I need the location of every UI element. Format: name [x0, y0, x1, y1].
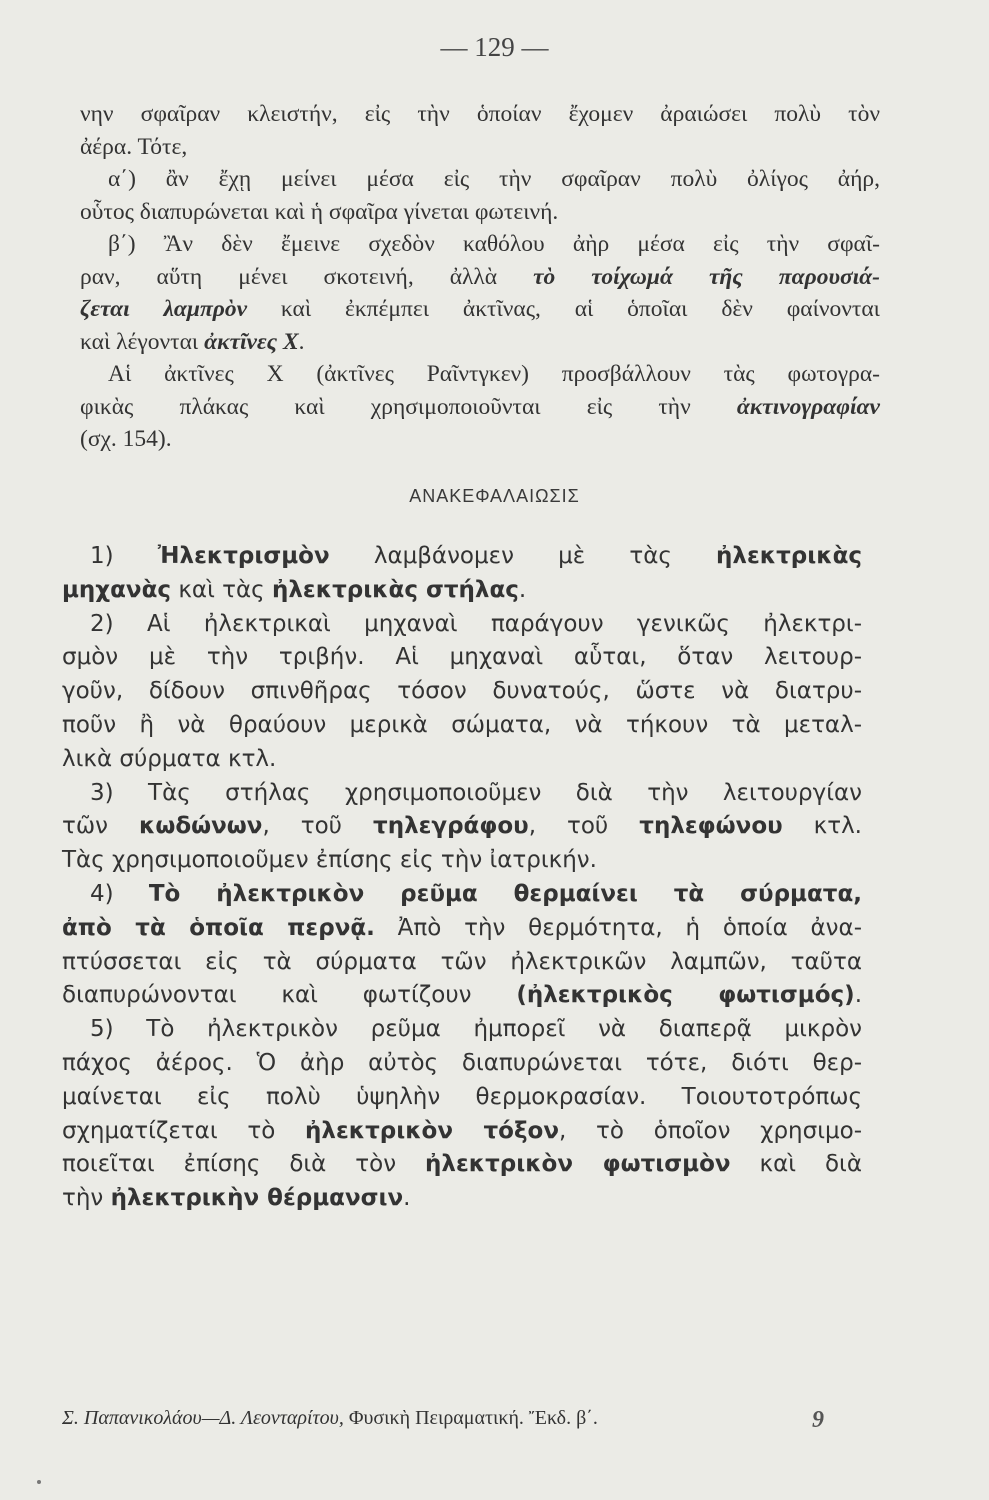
footer-title: Φυσικὴ Πειραματική. Ἔκδ. β΄. [343, 1407, 598, 1429]
text-fragment: 1) [90, 543, 158, 569]
text-fragment: κτλ. [782, 813, 862, 840]
summary-line: Τὰς χρησιμοποιοῦμεν ἐπίσης εἰς τὴν ἰατρικήν. [62, 847, 597, 874]
summary-line: 5) Τὸ ἠλεκτρικὸν ρεῦμα ἠμπορεῖ νὰ διαπερᾷ μικρὸν [90, 1016, 862, 1043]
text-fragment: ραν, αὕτη μένει σκοτεινή, ἀλλὰ [80, 263, 534, 290]
summary-line: γοῦν, δίδουν σπινθῆρας τόσον δυνατούς, ὥστε νὰ διατρυ- [62, 678, 862, 705]
emphasis: ἀκτῖνες X [204, 328, 299, 355]
summary-line [62, 1148, 862, 1182]
summary-line [62, 574, 862, 608]
text-line: ἀέρα. Τότε, [80, 133, 188, 160]
text-fragment: φικὰς πλάκας καὶ χρησιμοποιοῦνται εἰς τὴν [80, 393, 737, 420]
text-fragment: ποιεῖται ἐπίσης διὰ τὸν [62, 1151, 426, 1178]
emphasis: μηχανὰς [62, 576, 172, 603]
emphasis: ἀπὸ τὰ ὁποῖα περνᾷ. [62, 914, 375, 941]
summary-line: 3) Τὰς στήλας χρησιμοποιοῦμεν διὰ τὴν λειτουργίαν [90, 779, 862, 806]
text-fragment: διαπυρώνονται καὶ φωτίζουν [62, 982, 517, 1009]
summary-line [62, 979, 862, 1013]
text-fragment: Ἀπὸ τὴν θερμότητα, ἡ ὁποία ἀνα- [374, 914, 862, 941]
text-fragment: . [298, 328, 305, 355]
emphasis: τηλεφώνου [639, 813, 783, 840]
text-fragment: σχηματίζεται τὸ [62, 1117, 306, 1144]
emphasis: ἠλεκτρικὰς στήλας [272, 576, 519, 603]
summary-line: μαίνεται εἰς πολὺ ὑψηλὴν θερμοκρασίαν. Τοιουτοτρόπως [62, 1083, 862, 1110]
emphasis: ἠλεκτρικὸν φωτισμὸν [425, 1151, 731, 1178]
print-speck [37, 1480, 41, 1484]
footer-authors: Σ. Παπανικολάου—Δ. Λεονταρίτου, [62, 1407, 344, 1429]
summary-line: πάχος ἀέρος. Ὁ ἀὴρ αὐτὸς διαπυρώνεται τότε, διότι θερ- [62, 1049, 862, 1076]
text-line [80, 293, 880, 326]
text-fragment: καὶ ἐκπέμπει ἀκτῖνας, αἱ ὁποῖαι δὲν φαίνονται [247, 296, 880, 322]
text-fragment: 4) [90, 880, 149, 907]
summary-line: σμὸν μὲ τὴν τριβήν. Αἱ μηχαναὶ αὗται, ὅταν λειτουρ- [62, 644, 862, 671]
summary-line [62, 878, 862, 912]
text-fragment: καὶ λέγονται [80, 328, 205, 355]
text-line: α΄) ἂν ἔχῃ μείνει μέσα εἰς τὴν σφαῖραν πολὺ ὀλίγος ἀήρ, [108, 166, 880, 192]
summary-line: πτύσσεται εἰς τὰ σύρματα τῶν ἠλεκτρικῶν λαμπῶν, ταῦτα [62, 948, 862, 975]
text-fragment: . [403, 1185, 411, 1212]
text-fragment: . [518, 576, 527, 603]
text-fragment: τῶν [62, 813, 139, 840]
emphasis: τὸ τοίχωμά τῆς παρουσιά- [533, 263, 880, 290]
summary-line [62, 540, 862, 574]
emphasis: ἠλεκτρικὸν τόξον [305, 1117, 559, 1144]
text-fragment: . [854, 982, 862, 1009]
emphasis: κωδώνων [138, 813, 263, 840]
text-fragment: , τὸ ὁποῖον χρησιμο- [559, 1117, 863, 1144]
emphasis: τηλεγράφου [373, 813, 529, 840]
text-line: (σχ. 154). [80, 426, 172, 452]
text-line: οὗτος διαπυρώνεται καὶ ἡ σφαῖρα γίνεται φωτεινή. [80, 198, 559, 225]
summary-line [62, 1115, 862, 1149]
summary-text [62, 540, 862, 1216]
emphasis: ἀκτινογραφίαν [736, 393, 880, 420]
text-line: β΄) Ἂν δὲν ἔμεινε σχεδὸν καθόλου ἀὴρ μέσα εἰς τὴν σφαῖ- [108, 231, 880, 257]
text-fragment: λαμβάνομεν μὲ τὰς [329, 543, 717, 569]
text-line: Αἱ ἀκτῖνες X (ἀκτῖνες Ραῖντγκεν) προσβάλλουν τὰς φωτογρα- [108, 361, 880, 387]
body-text [80, 98, 880, 456]
page-footer [62, 1407, 862, 1433]
section-heading: ΑΝΑΚΕΦΑΛΑΙΩΣΙΣ [409, 486, 580, 506]
signature-mark: 9 [812, 1407, 824, 1433]
text-fragment: , τοῦ [262, 813, 374, 840]
emphasis: Ἠλεκτρισμὸν [157, 543, 330, 569]
emphasis: (ἠλεκτρικὸς φωτισμός) [516, 982, 855, 1009]
text-fragment: , τοῦ [528, 813, 640, 840]
summary-line [62, 1182, 862, 1216]
text-fragment: καὶ τὰς [171, 576, 272, 603]
summary-line [62, 912, 862, 946]
emphasis: ζεται λαμπρὸν [80, 296, 248, 322]
text-line [80, 326, 880, 359]
summary-line: 2) Αἱ ἠλεκτρικαὶ μηχαναὶ παράγουν γενικῶς ἠλεκτρι- [90, 610, 862, 637]
summary-line [62, 810, 862, 844]
summary-line: ποῦν ἢ νὰ θραύουν μερικὰ σώματα, νὰ τήκουν τὰ μεταλ- [62, 711, 862, 738]
emphasis: Τὸ ἠλεκτρικὸν ρεῦμα θερμαίνει τὰ σύρματα, [148, 880, 862, 907]
text-fragment: καὶ διὰ [730, 1151, 862, 1178]
emphasis: ἠλεκτρικὴν θέρμανσιν [110, 1185, 404, 1212]
text-line [80, 261, 880, 294]
text-line: νην σφαῖραν κλειστήν, εἰς τὴν ὁποίαν ἔχομεν ἀραιώσει πολὺ τὸν [80, 101, 880, 127]
text-fragment: τὴν [62, 1185, 111, 1212]
emphasis: ἠλεκτρικὰς [716, 543, 862, 569]
summary-line: λικὰ σύρματα κτλ. [62, 745, 277, 772]
page-number: — 129 — [440, 32, 549, 62]
text-line [80, 391, 880, 424]
